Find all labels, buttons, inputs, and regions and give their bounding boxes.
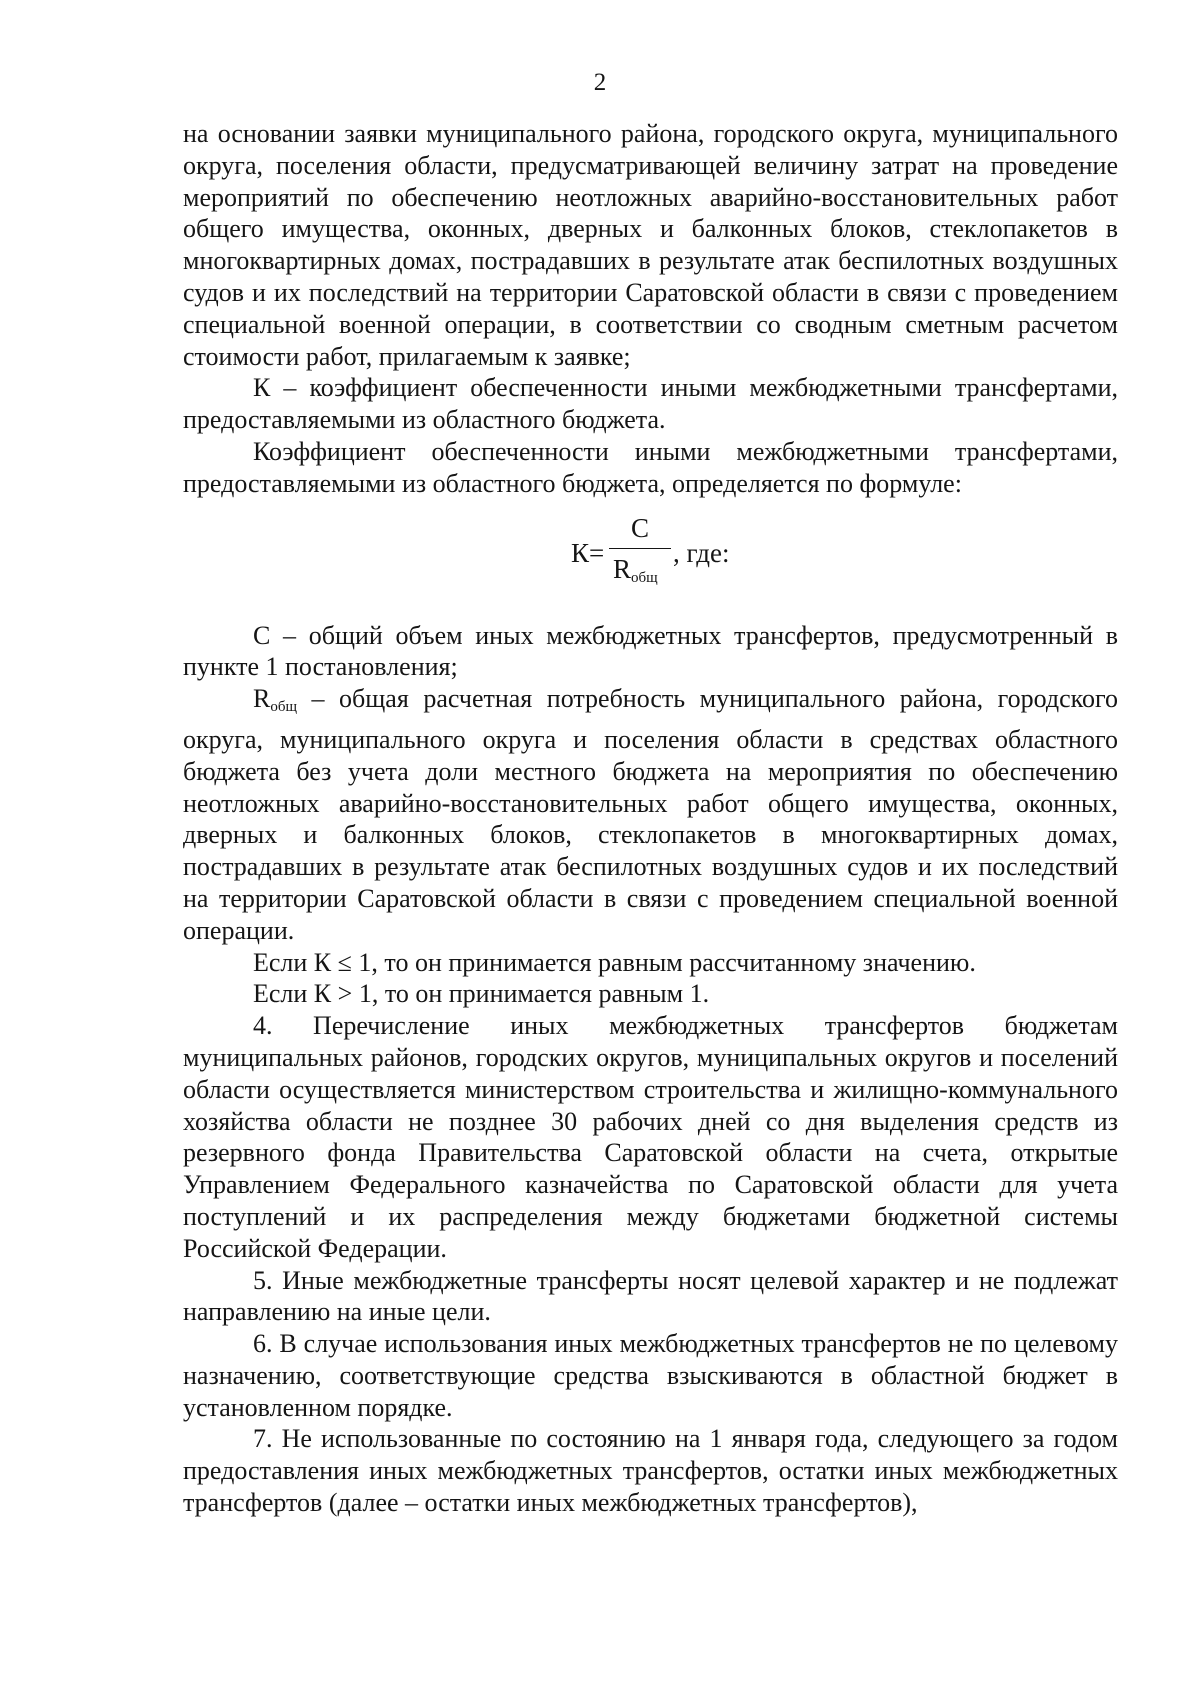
- paragraph-item-4: 4. Перечисление иных межбюджетных трансфертов бюджетам муниципальных районов, городских округов, муниципальных округов и поселений области осуществляется министерством строительства и жилищно-коммунального хозяйства области не позднее 30 рабочих дней со дня выделения средств из резервного фонда Правительства Саратовской области на счета, открытые Управлением Федерального казначейства по Саратовской области для учета поступлений и их распределения между бюджетами бюджетной системы Российской Федерации.: [183, 1011, 1118, 1263]
- paragraph-k-gt-1: Если К > 1, то он принимается равным 1.: [253, 979, 710, 1009]
- r-symbol: R: [253, 684, 271, 714]
- r-definition-text: – общая расчетная потребность муниципального района, городского округа, муниципального округа и поселения области в средствах областного бюджета без учета доли местного бюджета на мероприятия по обеспечению неотложных аварийно-восстановительных работ общего имущества, оконных, дверных и балконных блоков, стеклопакетов в многоквартирных домах, пострадавших в результате атак беспилотных воздушных судов и их последствий на территории Саратовской области в связи с проведением специальной военной операции.: [183, 684, 1118, 945]
- formula-denominator: [609, 552, 671, 595]
- paragraph-item-6: 6. В случае использования иных межбюджетных трансфертов не по целевому назначению, соответствующие средства взыскиваются в областной бюджет в установленном порядке.: [183, 1329, 1118, 1422]
- paragraph-k-formula-intro: Коэффициент обеспеченности иными межбюджетными трансфертами, предоставляемыми из областного бюджета, определяется по формуле:: [183, 436, 1118, 498]
- formula-lhs: К=: [571, 537, 605, 568]
- k-formula: [183, 510, 1118, 606]
- formula-tail: , где:: [673, 537, 730, 568]
- paragraph-r-definition: [183, 683, 1118, 946]
- paragraph-k-definition: К – коэффициент обеспеченности иными межбюджетными трансфертами, предоставляемыми из областного бюджета.: [183, 373, 1118, 435]
- page-number: 2: [593, 69, 607, 96]
- formula-fraction: [609, 510, 671, 595]
- document-body: [183, 118, 1118, 1519]
- paragraph-item-7: 7. Не использованные по состоянию на 1 января года, следующего за годом предоставления иных межбюджетных трансфертов, остатки иных межбюджетных трансфертов (далее – остатки иных межбюджетных трансфертов),: [183, 1424, 1118, 1518]
- paragraph-c-definition: С – общий объем иных межбюджетных трансфертов, предусмотренный в пункте 1 постановления;: [183, 620, 1118, 682]
- formula-fraction-bar: [609, 548, 671, 549]
- r-subscript: общ: [270, 699, 298, 716]
- paragraph-item-5: 5. Иные межбюджетные трансферты носят целевой характер и не подлежат направлению на иные цели.: [183, 1265, 1118, 1327]
- paragraph-k-le-1: Если К ≤ 1, то он принимается равным рассчитанному значению.: [253, 947, 976, 977]
- paragraph-zayavka: на основании заявки муниципального района, городского округа, муниципального округа, поселения области, предусматривающей величину затрат на проведение мероприятий по обеспечению неотложных аварийно-восстановительных работ общего имущества, оконных, дверных и балконных блоков, стеклопакетов в многоквартирных домах, пострадавших в результате атак беспилотных воздушных судов и их последствий на территории Саратовской области в связи с проведением специальной военной операции, в соответствии со сводным сметным расчетом стоимости работ, прилагаемым к заявке;: [183, 119, 1118, 371]
- formula-denominator-sub: общ: [631, 569, 658, 586]
- formula-numerator: С: [630, 512, 649, 543]
- formula-denominator-symbol: R: [613, 553, 632, 584]
